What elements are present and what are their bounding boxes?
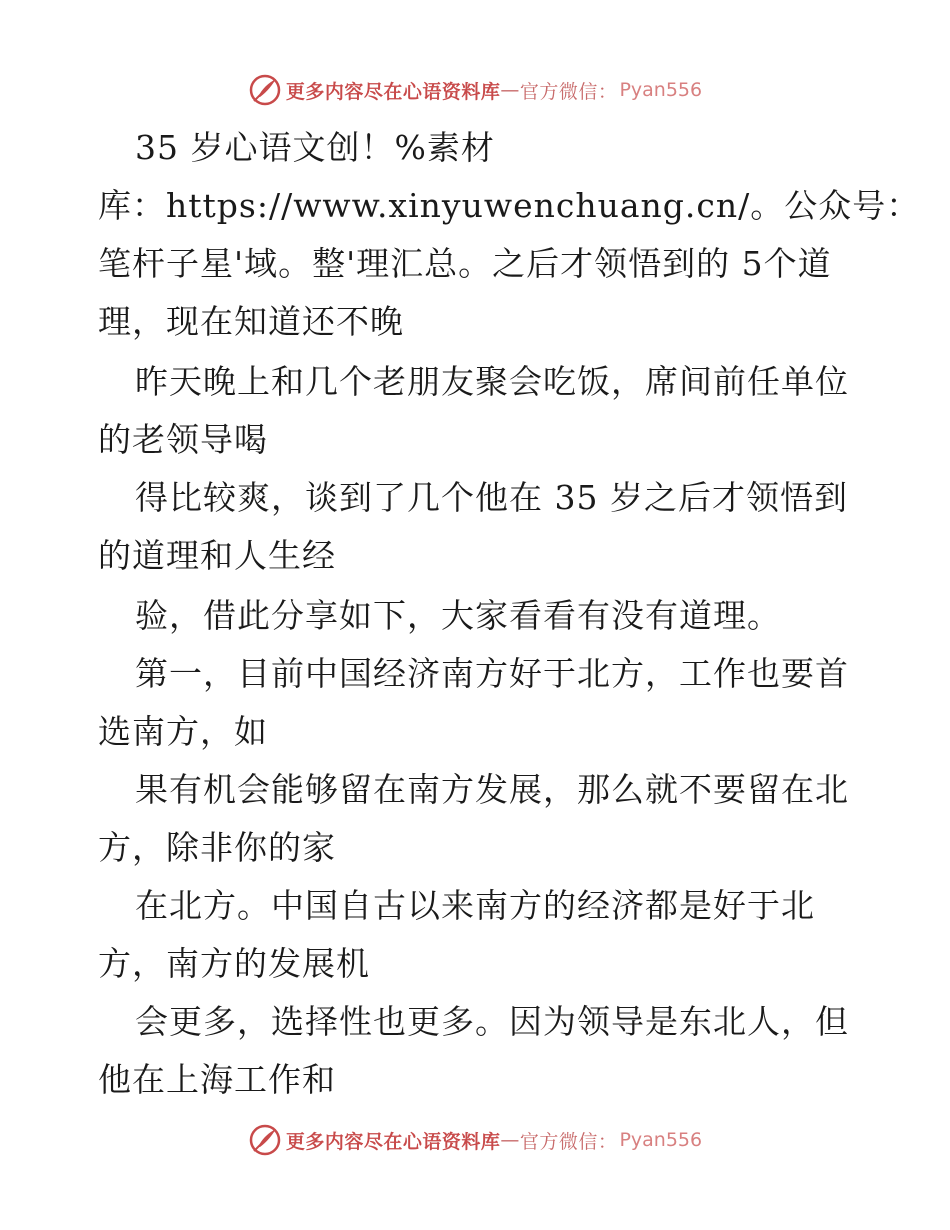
text-line: 果有机会能够留在南方发展，那么就不要留在北: [135, 770, 849, 809]
text-line: 昨天晚上和几个老朋友聚会吃饭，席间前任单位: [135, 362, 849, 401]
header-watermark-banner: [0, 70, 950, 110]
text-line: 的老领导喝: [98, 420, 268, 459]
banner-wechat-id: Pyan556: [619, 79, 703, 101]
text-line: 35 岁心语文创！%素材: [135, 128, 495, 167]
text-line: 第一，目前中国经济南方好于北方，工作也要首: [135, 654, 849, 693]
text-line: 验，借此分享如下，大家看看有没有道理。: [135, 596, 781, 635]
feather-circle-logo-icon: [248, 1123, 282, 1157]
text-line: 笔杆子星'域。整'理汇总。之后才领悟到的 5个道: [98, 244, 832, 283]
text-line: 的道理和人生经: [98, 536, 336, 575]
text-line: 方，除非你的家: [98, 828, 336, 867]
text-line: 会更多，选择性也更多。因为领导是东北人，但: [135, 1002, 849, 1041]
text-line: 方，南方的发展机: [98, 944, 370, 983]
text-line: 选南方，如: [98, 712, 268, 751]
banner-dash: —: [500, 1129, 520, 1151]
banner-sub-text: 官方微信：: [519, 1130, 618, 1153]
banner-main-text: 更多内容尽在心语资料库: [285, 80, 501, 103]
text-line: 得比较爽，谈到了几个他在 35 岁之后才领悟到: [135, 478, 848, 517]
text-line: 理，现在知道还不晚: [98, 302, 404, 341]
text-line: 库：https://www.xinyuwenchuang.cn/。公众号：: [98, 186, 921, 225]
banner-sub-text: 官方微信：: [519, 80, 618, 103]
banner-main-text: 更多内容尽在心语资料库: [285, 1130, 501, 1153]
text-line: 在北方。中国自古以来南方的经济都是好于北: [135, 886, 815, 925]
feather-circle-logo-icon: [248, 73, 282, 107]
footer-watermark-banner: [0, 1120, 950, 1160]
banner-wechat-id: Pyan556: [619, 1129, 703, 1151]
banner-dash: —: [500, 79, 520, 101]
text-line: 他在上海工作和: [98, 1060, 336, 1099]
